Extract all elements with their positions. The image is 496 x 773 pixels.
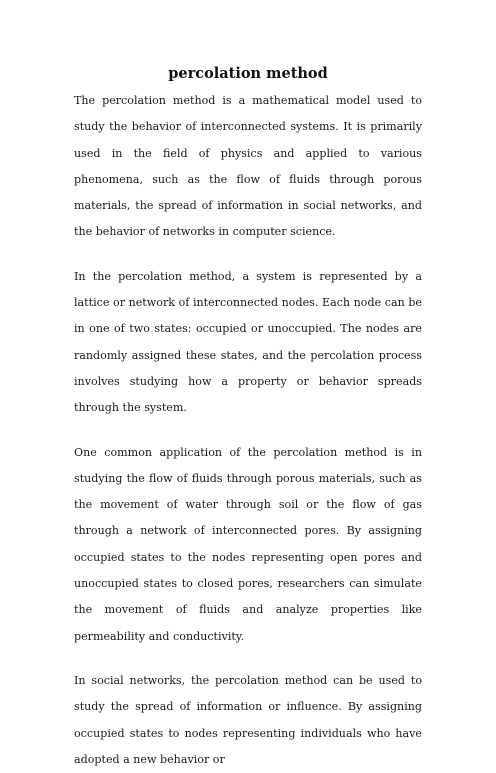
document-title: percolation method: [168, 65, 328, 82]
paragraph-2: In the percolation method, a system is represented by a lattice or network of interconnected nodes. Each node can be in one of two states: occupied or unoccupied. The nodes are randomly assigned these states, and the percolation process involves studying how a property or behavior spreads through the system.: [74, 269, 422, 415]
paragraph-3: One common application of the percolation method is in studying the flow of fluids through porous materials, such as the movement of water through soil or the flow of gas through a network of interconnected pores. By assigning occupied states to the nodes representing open pores and unoccupied states to closed pores, researchers can simulate the movement of fluids and analyze properties like permeability and conductivity.: [74, 445, 422, 643]
paragraph-4: In social networks, the percolation method can be used to study the spread of information or influence. By assigning occupied states to nodes representing individuals who have adopted a new behavior or: [74, 673, 422, 766]
paragraph-1: The percolation method is a mathematical model used to study the behavior of interconnected systems. It is primarily used in the field of physics and applied to various phenomena, such as the flow of fluids through porous materials, the spread of information in social networks, and the behavior of networks in computer science.: [74, 94, 422, 239]
